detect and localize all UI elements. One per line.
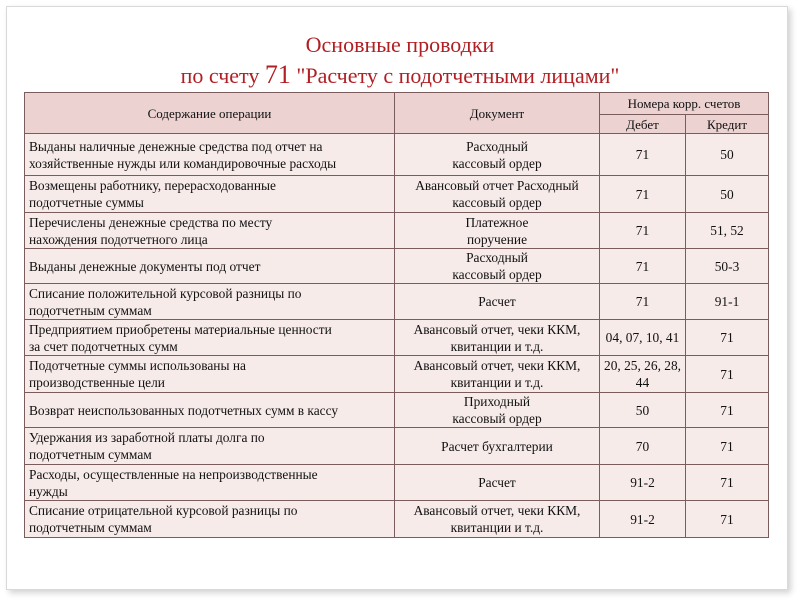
credit-cell: 50: [686, 134, 769, 176]
table-row: [25, 428, 769, 465]
document-cell: [395, 465, 600, 501]
document-cell: [395, 428, 600, 465]
document-cell: [395, 249, 600, 284]
cell-text-line: кассовый ордер: [452, 411, 542, 426]
debit-cell: 04, 07, 10, 41: [600, 320, 686, 356]
cell-text-line: поручение: [466, 231, 528, 247]
page-title: [0, 30, 800, 91]
table-row: [25, 320, 769, 356]
operation-cell: [25, 134, 395, 176]
cell-text-line: Расходы, осуществленные на непроизводственные: [29, 466, 318, 482]
operation-cell: [25, 284, 395, 320]
cell-text-line: Возврат неиспользованных подотчетных сумм в кассу: [29, 402, 339, 418]
cell-text-line: Списание отрицательной курсовой разницы по: [29, 503, 298, 518]
cell-text-line: квитанции и т.д.: [450, 520, 544, 535]
cell-text-line: Выданы наличные денежные средства под отчет на: [29, 138, 323, 154]
cell-text-line: подотчетным суммам: [29, 302, 152, 318]
table-row: [25, 134, 769, 176]
credit-cell: 71: [686, 356, 769, 393]
cell-text-line: производственные цели: [29, 375, 165, 390]
operation-cell: [25, 249, 395, 284]
operation-cell: [25, 501, 395, 538]
title-line-2-prefix: по счету: [180, 63, 265, 88]
cell-text-line: кассовый ордер: [452, 195, 542, 210]
credit-cell: 71: [686, 465, 769, 501]
cell-text-line: Авансовый отчет, чеки ККМ,: [413, 321, 581, 337]
credit-cell: 71: [686, 393, 769, 428]
cell-text-line: за счет подотчетных сумм: [29, 338, 178, 354]
cell-text-line: подотчетным суммам: [29, 447, 152, 462]
title-line-2-suffix: "Расчету с подотчетными лицами": [290, 63, 620, 88]
debit-cell: 71: [600, 284, 686, 320]
operation-cell: [25, 356, 395, 393]
table-row: [25, 213, 769, 249]
credit-cell: 51, 52: [686, 213, 769, 249]
debit-cell: 20, 25, 26, 28, 44: [600, 356, 686, 393]
table-row: [25, 501, 769, 538]
cell-text-line: Расчет: [478, 475, 516, 490]
table-row: [25, 393, 769, 428]
credit-cell: 50: [686, 176, 769, 213]
title-account-number: 71: [264, 60, 291, 89]
debit-cell: 70: [600, 428, 686, 465]
operation-cell: [25, 320, 395, 356]
debit-cell: 91-2: [600, 465, 686, 501]
operation-cell: [25, 428, 395, 465]
operation-cell: [25, 465, 395, 501]
header-debit: Дебет: [600, 115, 686, 134]
document-cell: [395, 284, 600, 320]
debit-cell: 71: [600, 213, 686, 249]
operation-cell: [25, 393, 395, 428]
header-accounts: Номера корр. счетов: [600, 93, 769, 115]
cell-text-line: Списание положительной курсовой разницы по: [29, 285, 302, 301]
cell-text-line: нужды: [29, 483, 68, 499]
cell-text-line: Расчет бухгалтерии: [441, 438, 553, 454]
cell-text-line: Расходный: [466, 138, 528, 154]
cell-text-line: Авансовый отчет, чеки ККМ,: [413, 503, 581, 518]
document-cell: [395, 134, 600, 176]
cell-text-line: Авансовый отчет Расходный: [415, 178, 579, 193]
cell-text-line: квитанции и т.д.: [450, 375, 544, 390]
operation-cell: [25, 176, 395, 213]
debit-cell: 71: [600, 134, 686, 176]
title-line-1: Основные проводки: [305, 32, 495, 57]
document-cell: [395, 320, 600, 356]
credit-cell: 71: [686, 428, 769, 465]
credit-cell: 71: [686, 320, 769, 356]
cell-text-line: Расходный: [466, 250, 528, 265]
header-document: Документ: [395, 93, 600, 134]
debit-cell: 71: [600, 176, 686, 213]
cell-text-line: Расчет: [478, 294, 516, 309]
cell-text-line: кассовый ордер: [452, 155, 542, 171]
cell-text-line: Приходный: [463, 394, 531, 409]
table-row: [25, 465, 769, 501]
title-line-2: [0, 60, 800, 91]
cell-text-line: Авансовый отчет, чеки ККМ,: [413, 358, 581, 373]
header-credit: Кредит: [686, 115, 769, 134]
document-cell: [395, 213, 600, 249]
debit-cell: 91-2: [600, 501, 686, 538]
cell-text-line: Подотчетные суммы использованы на: [29, 358, 246, 373]
document-cell: [395, 393, 600, 428]
cell-text-line: Перечислены денежные средства по месту: [29, 214, 273, 230]
cell-text-line: хозяйственные нужды или командировочные расходы: [29, 155, 337, 171]
debit-cell: 50: [600, 393, 686, 428]
table-row: [25, 249, 769, 284]
header-operation: Содержание операции: [25, 93, 395, 134]
table-body: [25, 134, 769, 538]
cell-text-line: кассовый ордер: [452, 267, 542, 282]
cell-text-line: подотчетные суммы: [29, 195, 144, 210]
cell-text-line: Предприятием приобретены материальные ценности: [29, 321, 332, 337]
debit-cell: 71: [600, 249, 686, 284]
operation-cell: [25, 213, 395, 249]
table-header-row: [25, 93, 769, 115]
document-cell: [395, 501, 600, 538]
document-cell: [395, 356, 600, 393]
cell-text-line: Удержания из заработной платы долга по: [29, 430, 265, 445]
postings-table: [24, 92, 769, 538]
credit-cell: 91-1: [686, 284, 769, 320]
table-row: [25, 284, 769, 320]
cell-text-line: подотчетным суммам: [29, 520, 152, 535]
credit-cell: 50-3: [686, 249, 769, 284]
cell-text-line: квитанции и т.д.: [450, 338, 544, 354]
cell-text-line: Платежное: [465, 214, 529, 230]
table-row: [25, 176, 769, 213]
cell-text-line: Выданы денежные документы под отчет: [29, 258, 261, 274]
cell-text-line: нахождения подотчетного лица: [29, 231, 208, 247]
cell-text-line: Возмещены работнику, перерасходованные: [29, 178, 276, 193]
document-cell: [395, 176, 600, 213]
table-row: [25, 356, 769, 393]
credit-cell: 71: [686, 501, 769, 538]
